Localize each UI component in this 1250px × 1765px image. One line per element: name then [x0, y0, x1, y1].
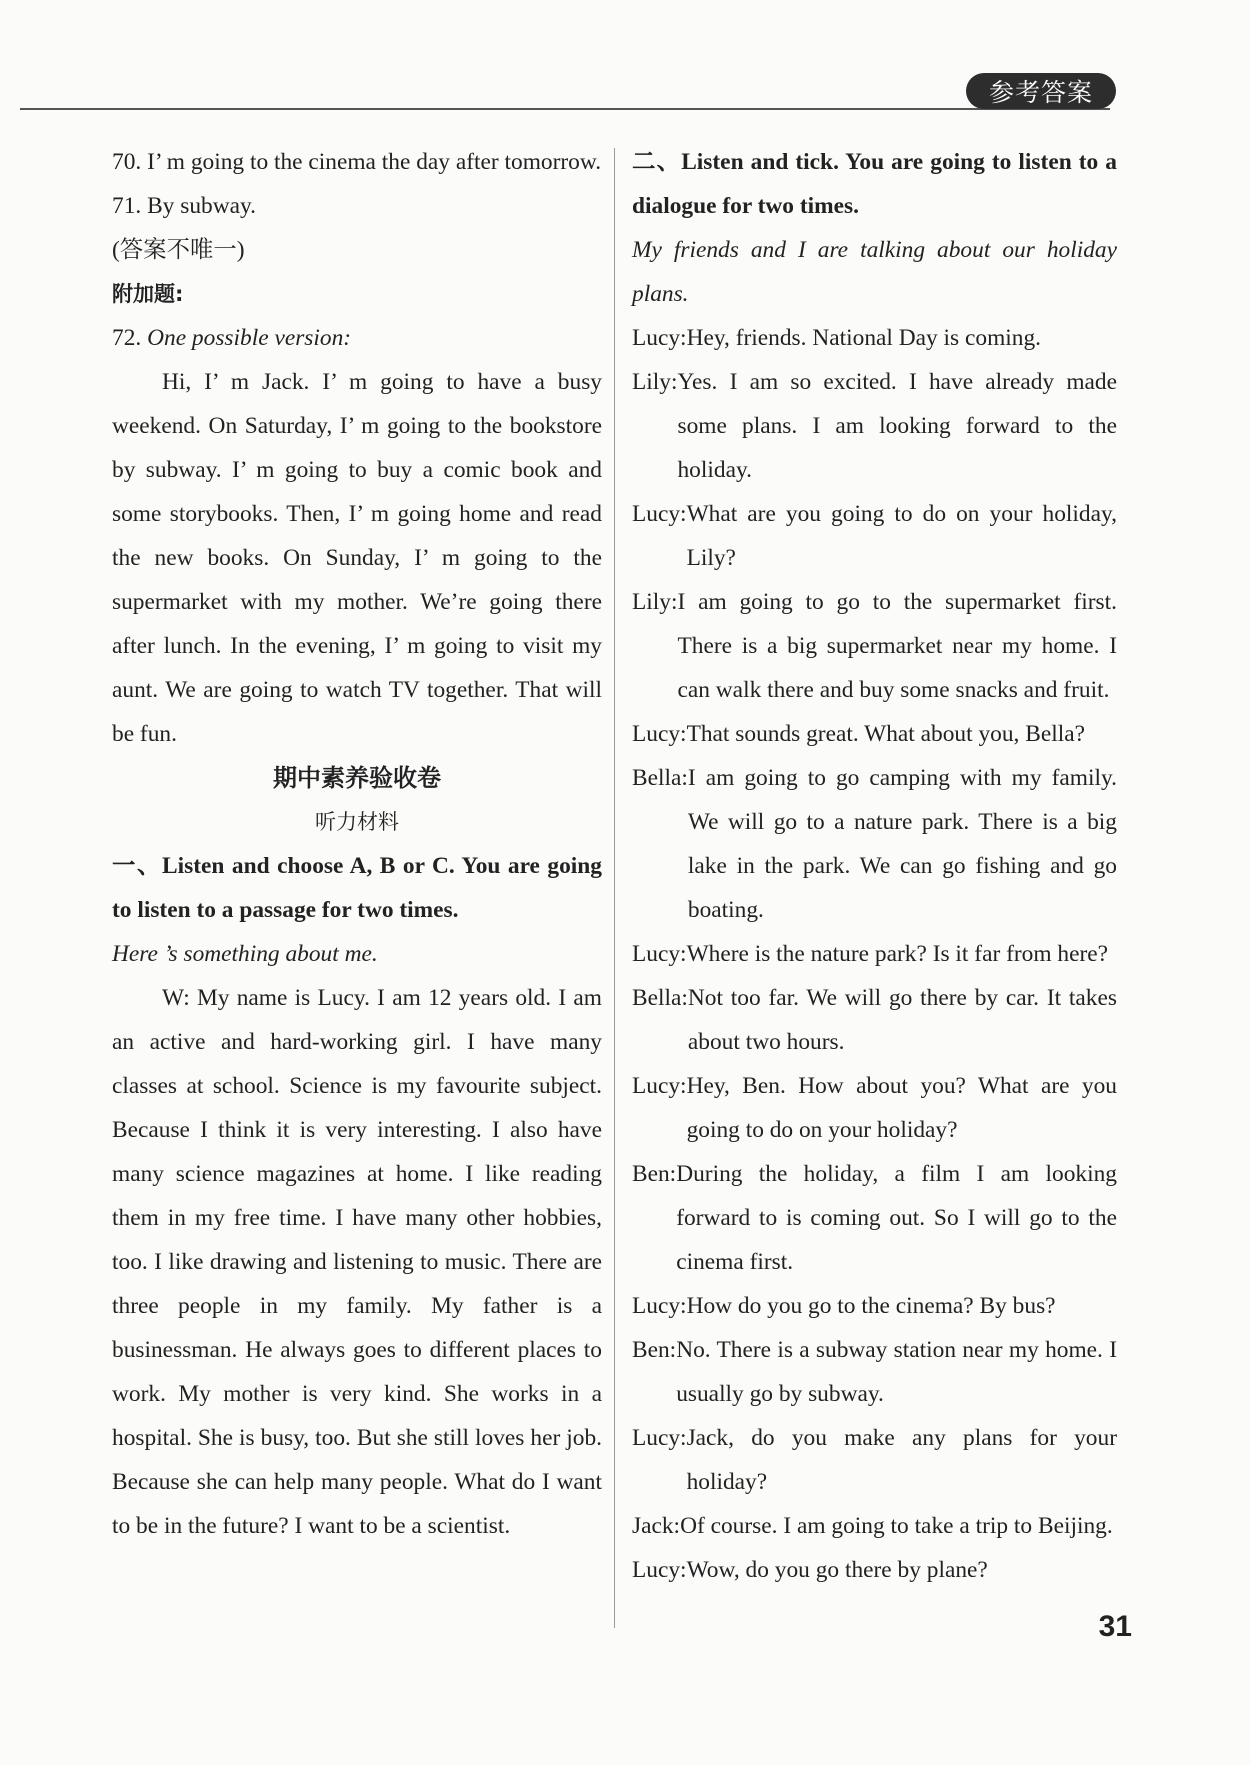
dialogue-line [632, 580, 1117, 712]
question-72-label: One possible version: [147, 325, 352, 351]
speaker-name: Lucy: [632, 1073, 687, 1099]
part1-passage: W: My name is Lucy. I am 12 years old. I am an active and hard-working girl. I have many classes at school. Science is my favourite subject. Because I think it is very interesting. I also have many science magazines at home. I like reading them in my free time. I have many other hobbies, too. I like drawing and listening to music. There are three people in my family. My father is a businessman. He always goes to different places to work. My mother is very kind. She works in a hospital. She is busy, too. But she still loves her job. Because she can help many people. What do I want to be in the future? I want to be a scientist. [112, 985, 602, 1539]
speaker-name: Lucy: [632, 941, 687, 967]
speaker-name: Lily: [632, 369, 678, 395]
speaker-name: Lucy: [632, 721, 687, 747]
speaker-text: How do you go to the cinema? By bus? [686, 1293, 1056, 1319]
speaker-text: Hey, Ben. How about you? What are you going to do on your holiday? [686, 1073, 1117, 1143]
dialogue-line [632, 976, 1117, 1064]
answer-70: 70. I’ m going to the cinema the day after tomorrow. [112, 149, 602, 175]
speaker-text: I am going to go to the supermarket first. There is a big supermarket near my home. I can walk there and buy some snacks and fruit. [677, 589, 1117, 703]
dialogue-line [632, 1152, 1117, 1284]
dialogue-line [632, 1328, 1117, 1416]
right-column [632, 140, 1117, 1592]
speaker-text: Not too far. We will go there by car. It takes about two hours. [687, 985, 1117, 1055]
speaker-name: Lily: [632, 589, 678, 615]
dialogue [632, 316, 1117, 1592]
speaker-name: Ben: [632, 1161, 677, 1187]
speaker-name: Jack: [632, 1513, 681, 1539]
speaker-text: What are you going to do on your holiday, Lily? [686, 501, 1117, 571]
speaker-text: Wow, do you go there by plane? [686, 1557, 988, 1583]
dialogue-line [632, 712, 1117, 756]
speaker-text: Of course. I am going to take a trip to Beijing. [680, 1513, 1113, 1539]
section-subtitle: 听力材料 [315, 810, 399, 834]
speaker-text: Jack, do you make any plans for your holiday? [686, 1425, 1117, 1495]
page-number: 31 [1098, 1610, 1132, 1643]
speaker-name: Ben: [632, 1337, 677, 1363]
dialogue-line [632, 1284, 1117, 1328]
speaker-text: During the holiday, a film I am looking forward to is coming out. So I will go to the cinema first. [676, 1161, 1117, 1275]
speaker-text: I am going to go camping with my family. We will go to a nature park. There is a big lake in the park. We can go fishing and go boating. [687, 765, 1117, 923]
speaker-name: Lucy: [632, 325, 687, 351]
dialogue-line [632, 492, 1117, 580]
answer-71: 71. By subway. [112, 193, 257, 219]
speaker-text: That sounds great. What about you, Bella? [686, 721, 1085, 747]
speaker-name: Bella: [632, 985, 688, 1011]
dialogue-line [632, 756, 1117, 932]
header-rule [20, 108, 1110, 110]
question-72-answer: Hi, I’ m Jack. I’ m going to have a busy weekend. On Saturday, I’ m going to the bookstore by subway. I’ m going to buy a comic book and some storybooks. Then, I’ m going home and read the new books. On Sunday, I’ m going to the supermarket with my mother. We’re going there after lunch. In the evening, I’ m going to visit my aunt. We are going to watch TV together. That will be fun. [112, 369, 602, 747]
dialogue-line [632, 1548, 1117, 1592]
part2-title: 二、Listen and tick. You are going to listen to a dialogue for two times. [632, 149, 1117, 219]
speaker-name: Lucy: [632, 501, 687, 527]
part2-intro: My friends and I are talking about our holiday plans. [632, 237, 1117, 307]
question-72-header [112, 316, 602, 360]
section-title: 期中素养验收卷 [273, 764, 441, 792]
speaker-text: Yes. I am so excited. I have already made some plans. I am looking forward to the holiday. [677, 369, 1117, 483]
speaker-text: Where is the nature park? Is it far from here? [686, 941, 1109, 967]
column-divider [614, 148, 615, 1628]
speaker-text: Hey, friends. National Day is coming. [686, 325, 1042, 351]
answer-note: (答案不唯一) [112, 237, 245, 263]
speaker-text: No. There is a subway station near my home. I usually go by subway. [676, 1337, 1117, 1407]
dialogue-line [632, 316, 1117, 360]
dialogue-line [632, 1064, 1117, 1152]
dialogue-line [632, 360, 1117, 492]
extra-question-title: 附加题: [112, 282, 184, 306]
dialogue-line [632, 1504, 1117, 1548]
part1-intro: Here ’s something about me. [112, 941, 378, 967]
part1-title: 一、Listen and choose A, B or C. You are going to listen to a passage for two times. [112, 853, 602, 923]
speaker-name: Lucy: [632, 1557, 687, 1583]
speaker-name: Lucy: [632, 1293, 687, 1319]
dialogue-line [632, 1416, 1117, 1504]
dialogue-line [632, 932, 1117, 976]
answer-key-tab: 参考答案 [966, 73, 1116, 109]
left-column [112, 140, 602, 1548]
speaker-name: Lucy: [632, 1425, 687, 1451]
question-72-number: 72. [112, 325, 142, 351]
speaker-name: Bella: [632, 765, 688, 791]
